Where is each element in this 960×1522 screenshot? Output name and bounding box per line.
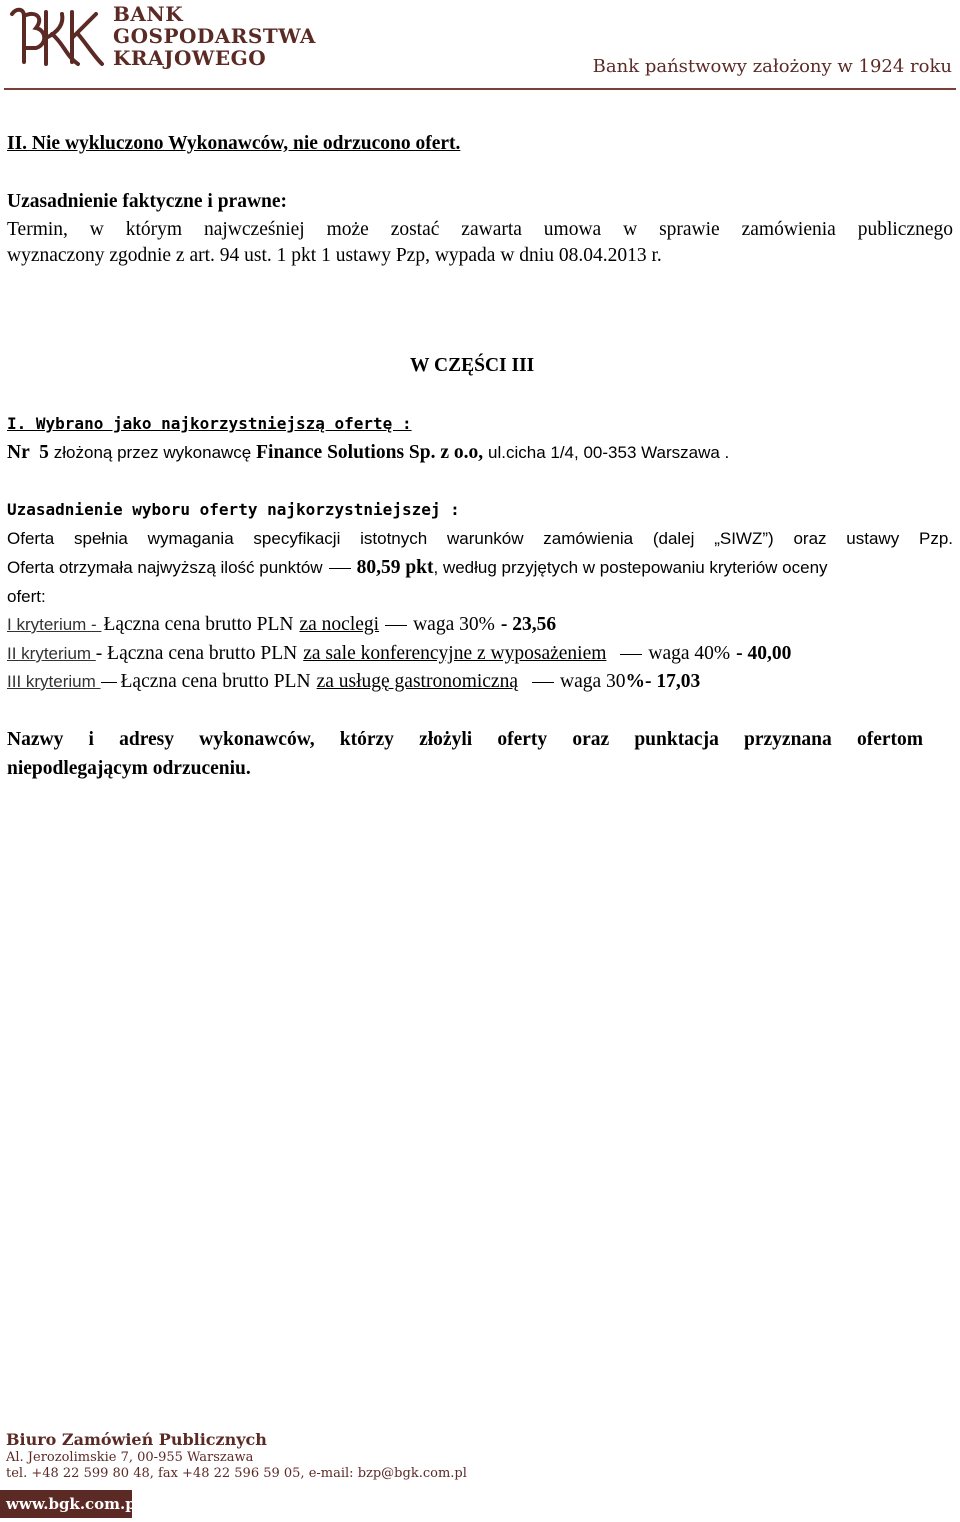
section-heading: II. Nie wykluczono Wykonawców, nie odrzucono ofert.	[7, 133, 461, 154]
criterion-row	[7, 670, 700, 694]
footer-address: Al. Jerozolimskie 7, 00-955 Warszawa	[6, 1450, 254, 1465]
dash-separator	[620, 654, 642, 655]
footer-office: Biuro Zamówień Publicznych	[6, 1430, 267, 1449]
criterion-subject: za usługę gastronomiczną	[316, 671, 518, 692]
criterion-text: - Łączna cena brutto PLN	[95, 643, 298, 664]
criterion-label: III kryterium	[7, 672, 101, 691]
dash-separator	[385, 625, 407, 626]
footer-contact: tel. +48 22 599 80 48, fax +48 22 596 59 05, e-mail: bzp@bgk.com.pl	[6, 1466, 467, 1481]
dash-separator	[101, 682, 117, 683]
reason-line	[7, 556, 953, 580]
criterion-subject: za sale konferencyjne z wyposażeniem	[303, 643, 607, 664]
reason-text: , według przyjętych w postepowaniu kryteriów oceny	[433, 558, 828, 577]
justification-title: Uzasadnienie faktyczne i prawne:	[7, 191, 288, 212]
criterion-score: - 23,56	[500, 614, 557, 635]
reason-line: ofert:	[7, 587, 46, 606]
header-divider	[4, 88, 956, 90]
reason-points: 80,59 pkt	[356, 557, 434, 578]
bank-name-line2: GOSPODARSTWA	[113, 24, 316, 48]
bidders-heading: Nazwy i adresy wykonawców, którzy złożyli oferty oraz punktacja przyznana ofertom	[7, 729, 923, 750]
criterion-row	[7, 642, 791, 666]
bidders-heading: niepodlegającym odrzuceniu.	[7, 758, 251, 779]
criterion-text: Łączna cena brutto PLN	[120, 671, 311, 692]
criterion-label: II kryterium	[7, 644, 96, 663]
footer-website[interactable]: www.bgk.com.pl	[0, 1490, 132, 1518]
offer-company: Finance Solutions Sp. z o.o,	[256, 442, 484, 463]
offer-number: Nr 5	[7, 442, 49, 463]
offer-address: ul.cicha 1/4, 00-353 Warszawa .	[488, 443, 730, 462]
bank-tagline: Bank państwowy założony w 1924 roku	[592, 56, 952, 77]
offer-by: złożoną przez wykonawcę	[53, 443, 252, 462]
justification-line: Termin, w którym najwcześniej może zostać zawarta umowa w sprawie zamówienia publicznego	[7, 219, 953, 240]
reason-title: Uzasadnienie wyboru oferty najkorzystniejszej :	[7, 500, 460, 519]
dash-separator	[329, 568, 351, 569]
criterion-weight: waga 40%	[648, 643, 731, 664]
chosen-offer-line	[7, 441, 729, 465]
criterion-weight: waga 30	[560, 671, 626, 692]
criterion-score: %- 17,03	[625, 671, 701, 692]
reason-text: Oferta otrzymała najwyższą ilość punktów	[7, 558, 323, 577]
bank-name-line3: KRAJOWEGO	[113, 46, 267, 70]
dash-separator	[532, 682, 554, 683]
bank-name-line1: BANK	[113, 2, 184, 26]
criterion-text: Łączna cena brutto PLN	[103, 614, 294, 635]
bgk-logo	[6, 4, 106, 70]
logo-monogram: BGK	[56, 68, 59, 69]
reason-line: Oferta spełnia wymagania specyfikacji istotnych warunków zamówienia (dalej „SIWZ”) oraz ustawy Pzp.	[7, 529, 953, 548]
criterion-row	[7, 613, 556, 637]
justification-line: wyznaczony zgodnie z art. 94 ust. 1 pkt 1 ustawy Pzp, wypada w dniu 08.04.2013 r.	[7, 245, 662, 266]
criterion-label: I kryterium -	[7, 615, 102, 634]
criterion-weight: waga 30%	[413, 614, 495, 635]
criterion-score: - 40,00	[736, 643, 792, 664]
criterion-subject: za noclegi	[299, 614, 380, 635]
chosen-offer-heading: I. Wybrano jako najkorzystniejszą ofertę :	[7, 414, 412, 433]
part-title: W CZĘŚCI III	[410, 355, 535, 376]
